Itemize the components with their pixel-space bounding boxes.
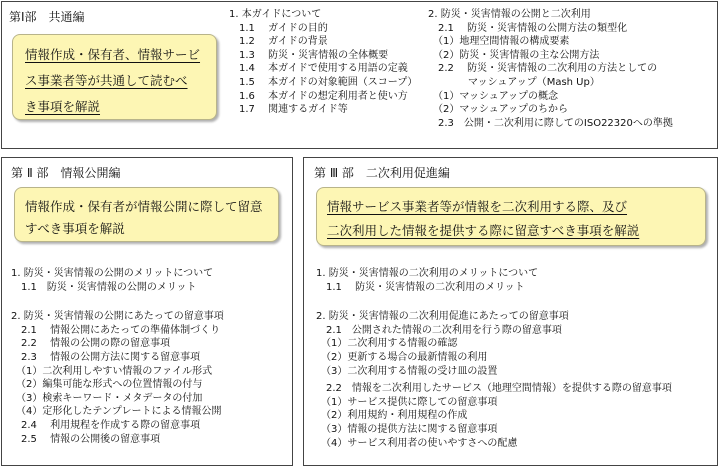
part2-callout-line: 情報作成・保有者が情報公開に際して留意 — [25, 199, 263, 214]
toc-item: 2.2 情報を二次利用したサービス（地理空間情報）を提供する際の留意事項 — [316, 383, 672, 395]
toc-item: 2. 防災・災害情報の公開と二次利用 — [428, 9, 591, 20]
part1-callout-line: ス事業者等が共通して読むべ — [25, 73, 188, 88]
toc-item: 1.1 ガイドの目的 — [229, 22, 328, 34]
toc-item: 2.5 情報の公開後の留意事項 — [11, 433, 161, 445]
part2-panel — [1, 157, 293, 466]
part3-toc — [316, 267, 672, 450]
toc-item: 2.1 公開された情報の二次利用を行う際の留意事項 — [316, 324, 562, 336]
part2-callout-line: すべき事項を解説 — [25, 221, 125, 236]
toc-item: 1.1 防災・災害情報の二次利用のメリット — [316, 281, 525, 293]
toc-item: 2.1 防災・災害情報の公開方法の類型化 — [428, 22, 628, 34]
part3-callout-line: 二次利用した情報を提供する際に留意すべき事項を解説 — [327, 223, 640, 238]
part2-callout — [14, 187, 279, 242]
toc-item: 1.1 防災・災害情報の公開のメリット — [11, 281, 197, 293]
toc-heading: 2. 防災・災害情報の二次利用促進にあたっての留意事項 — [316, 311, 569, 323]
part1-callout — [12, 34, 217, 120]
toc-item: 1. 本ガイドについて — [229, 9, 322, 20]
toc-item: （1）サービス提供に際しての留意事項 — [316, 396, 498, 408]
toc-item: 2.4 利用規程を作成する際の留意事項 — [11, 419, 201, 431]
toc-item: （1）二次利用する情報の確認 — [316, 338, 458, 350]
toc-heading: 1. 防災・災害情報の二次利用のメリットについて — [316, 268, 539, 279]
part1-callout-line: き事項を解説 — [25, 99, 101, 114]
toc-heading: 2. 防災・災害情報の公開にあたっての留意事項 — [11, 311, 224, 323]
toc-item: 2.1 情報公開にあたっての準備体制づくり — [11, 324, 221, 336]
part3-title: 第 Ⅲ 部 二次利用促進編 — [314, 166, 450, 180]
toc-item: （1）マッシュアップの概念 — [428, 90, 559, 102]
toc-item: 1.3 防災・災害情報の全体概要 — [229, 49, 389, 61]
toc-item: 2.3 公開・二次利用に際してのISO22320への準拠 — [428, 117, 673, 129]
toc-item: （4）サービス利用者の使いやすさへの配慮 — [316, 437, 518, 449]
part1-title: 第Ⅰ部 共通編 — [9, 10, 85, 24]
toc-item: （2）マッシュアップのちから — [428, 104, 569, 116]
toc-item: （4）定形化したテンプレートによる情報公開 — [11, 406, 222, 418]
part1-toc-col2 — [428, 8, 673, 130]
toc-item: マッシュアップ（Mash Up） — [428, 76, 600, 88]
toc-item: （3）情報の提供方法に関する留意事項 — [316, 423, 498, 435]
toc-item: 2.2 防災・災害情報の二次利用の方法としての — [428, 63, 658, 75]
toc-item: 1.7 関連するガイド等 — [229, 104, 348, 116]
toc-item: （3）二次利用する情報の受け皿の設置 — [316, 365, 498, 377]
toc-item: 2.2 情報の公開の際の留意事項 — [11, 338, 171, 350]
toc-item: 2.3 情報の公開方法に関する留意事項 — [11, 351, 201, 363]
toc-item: （1）地理空間情報の構成要素 — [428, 36, 570, 48]
toc-item: 1.2 ガイドの背景 — [229, 36, 328, 48]
part1-panel — [1, 1, 718, 149]
part3-panel — [303, 157, 718, 466]
part3-callout-line: 情報サービス事業者等が情報を二次利用する際、及び — [327, 199, 628, 214]
toc-item: 1.4 本ガイドで使用する用語の定義 — [229, 63, 408, 75]
toc-item: （2）編集可能な形式への位置情報の付与 — [11, 379, 203, 391]
toc-item: （2）防災・災害情報の主な公開方法 — [428, 49, 600, 61]
toc-item: （3）検索キーワード・メタデータの付加 — [11, 392, 203, 404]
toc-item: 1.6 本ガイドの想定利用者と使い方 — [229, 90, 408, 102]
toc-item: （2）利用規約・利用規程の作成 — [316, 410, 468, 422]
part2-toc — [11, 267, 224, 446]
toc-item: （1）二次利用しやすい情報のファイル形式 — [11, 365, 213, 377]
toc-heading: 1. 防災・災害情報の公開のメリットについて — [11, 268, 214, 279]
part2-title: 第 Ⅱ 部 情報公開編 — [11, 166, 121, 180]
toc-item: （2）更新する場合の最新情報の利用 — [316, 351, 488, 363]
part1-toc-col1 — [229, 8, 417, 117]
part1-callout-line: 情報作成・保有者、情報サービ — [25, 47, 201, 62]
toc-item: 1.5 本ガイドの対象範囲（スコープ） — [229, 76, 418, 88]
part3-callout — [316, 187, 706, 246]
